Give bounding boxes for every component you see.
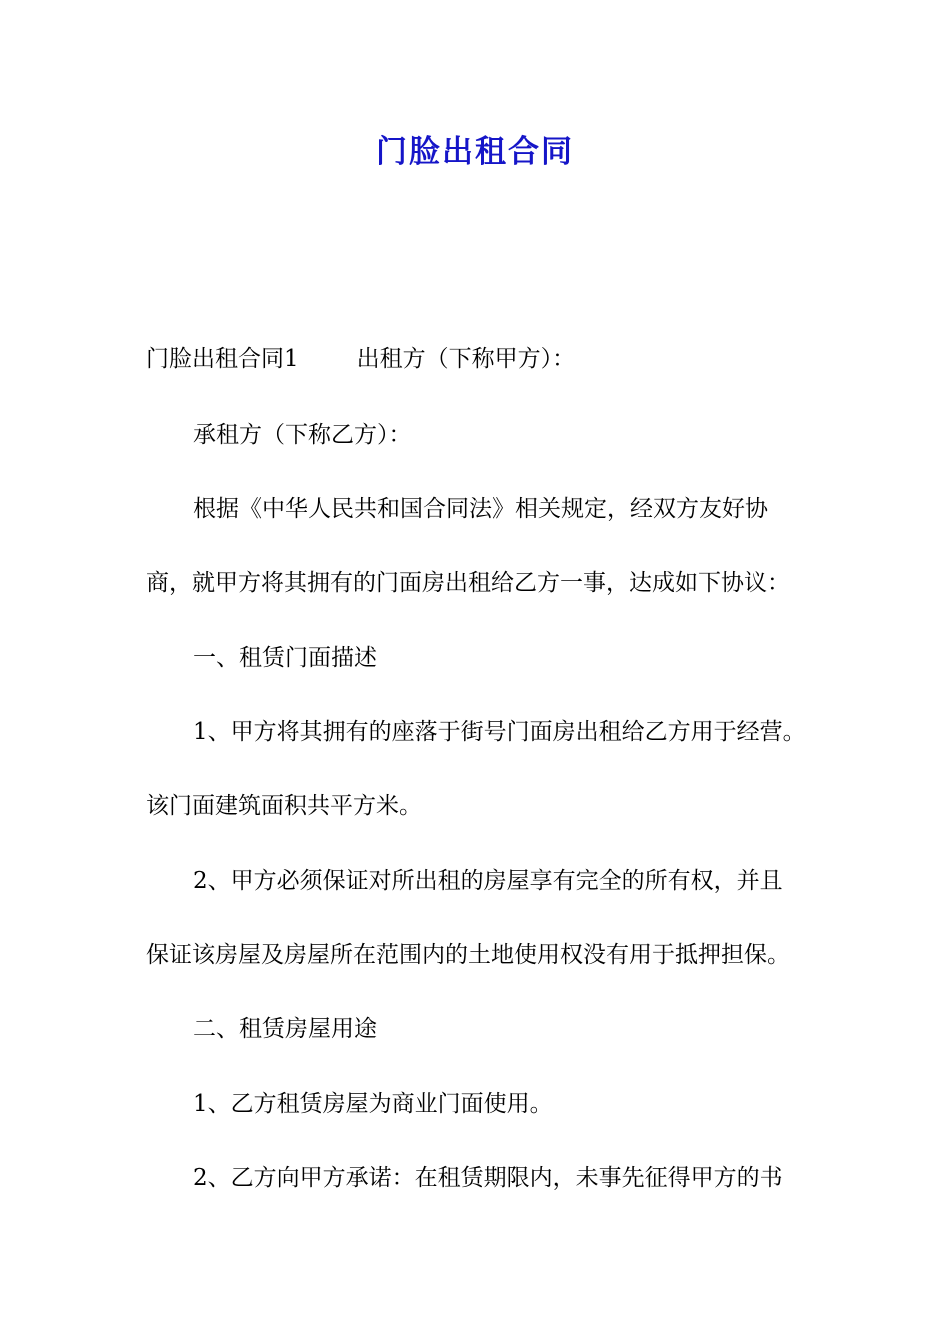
clause-1-2-line-2: 保证该房屋及房屋所在范围内的土地使用权没有用于抵押担保。 [146,942,790,968]
document-title: 门脸出租合同 [376,134,574,170]
section-heading-2: 二、租赁房屋用途 [193,1016,377,1042]
paragraph-intro-line-1: 根据《中华人民共和国合同法》相关规定，经双方友好协 [193,496,768,522]
clause-1-1-line-1: 1、甲方将其拥有的座落于街号门面房出租给乙方用于经营。 [193,719,806,745]
clause-1-1-line-2: 该门面建筑面积共平方米。 [146,793,422,819]
clause-1-2-line-1: 2、甲方必须保证对所出租的房屋享有完全的所有权，并且 [193,868,783,894]
contract-line-1 [146,342,846,376]
contract-heading: 门脸出租合同1 [146,346,299,372]
paragraph-intro-line-2: 商，就甲方将其拥有的门面房出租给乙方一事，达成如下协议： [146,570,790,596]
clause-2-1: 1、乙方租赁房屋为商业门面使用。 [193,1091,553,1117]
lessor-label: 出租方（下称甲方）： [356,346,576,372]
clause-2-2-line-1: 2、乙方向甲方承诺：在租赁期限内，未事先征得甲方的书 [193,1165,783,1191]
section-heading-1: 一、租赁门面描述 [193,645,377,671]
lessee-label: 承租方（下称乙方）： [193,422,412,448]
